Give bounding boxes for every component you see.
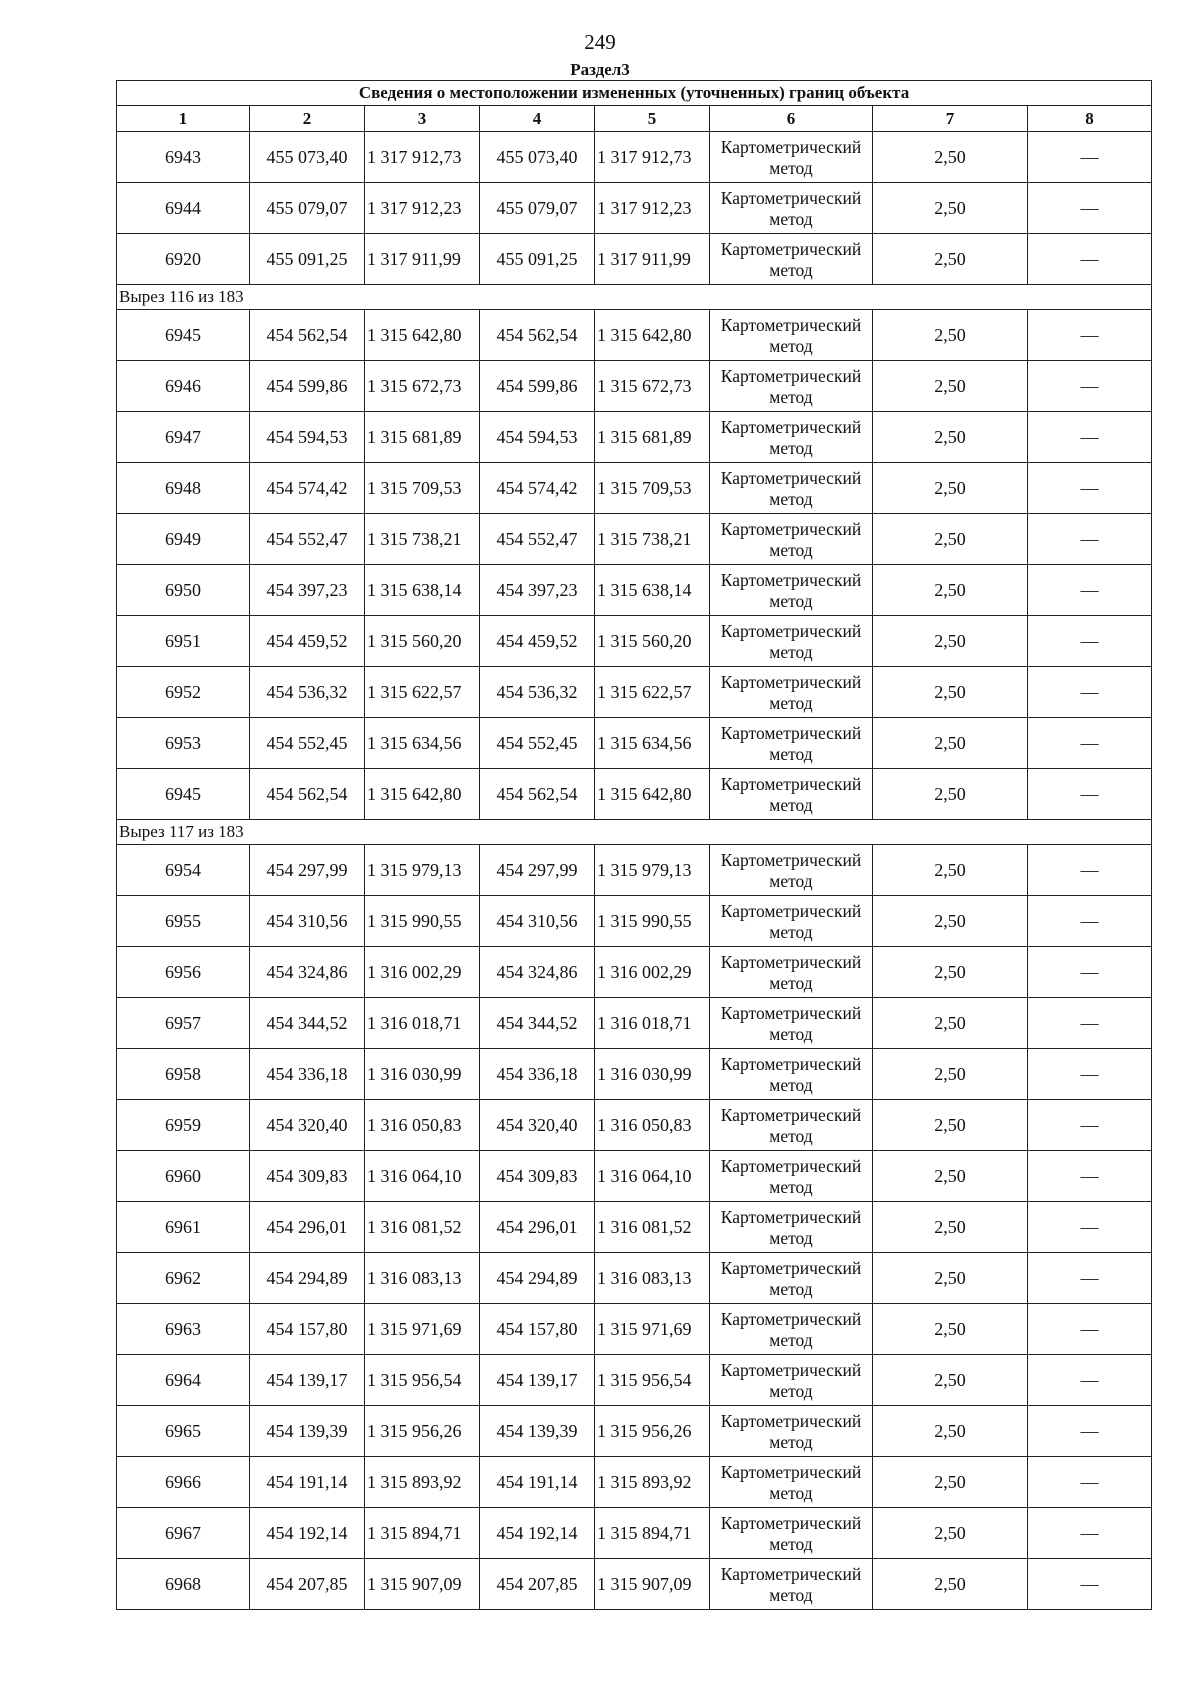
table-body xyxy=(117,81,1152,1610)
table-row xyxy=(117,1049,1152,1100)
note-cell: — xyxy=(1028,1151,1152,1202)
point-number-cell: 6962 xyxy=(117,1253,250,1304)
x-coordinate-new-cell: 454 397,23 xyxy=(480,565,595,616)
cut-label: Вырез 116 из 183 xyxy=(117,285,1152,310)
y-coordinate-existing-cell: 1 315 979,13 xyxy=(365,845,480,896)
method-cell: Картометрический метод xyxy=(710,1457,873,1508)
note-cell: — xyxy=(1028,769,1152,820)
accuracy-cell: 2,50 xyxy=(873,947,1028,998)
note-cell: — xyxy=(1028,234,1152,285)
y-coordinate-new-cell: 1 315 560,20 xyxy=(595,616,710,667)
x-coordinate-new-cell: 454 192,14 xyxy=(480,1508,595,1559)
x-coordinate-existing-cell: 454 324,86 xyxy=(250,947,365,998)
note-cell: — xyxy=(1028,565,1152,616)
x-coordinate-existing-cell: 454 562,54 xyxy=(250,769,365,820)
method-cell: Картометрический метод xyxy=(710,947,873,998)
point-number-cell: 6954 xyxy=(117,845,250,896)
x-coordinate-new-cell: 454 297,99 xyxy=(480,845,595,896)
x-coordinate-new-cell: 454 207,85 xyxy=(480,1559,595,1610)
y-coordinate-existing-cell: 1 317 912,23 xyxy=(365,183,480,234)
note-cell: — xyxy=(1028,1406,1152,1457)
accuracy-cell: 2,50 xyxy=(873,1457,1028,1508)
method-cell: Картометрический метод xyxy=(710,667,873,718)
x-coordinate-existing-cell: 454 191,14 xyxy=(250,1457,365,1508)
column-number: 2 xyxy=(250,106,365,132)
table-row xyxy=(117,1457,1152,1508)
note-cell: — xyxy=(1028,667,1152,718)
method-cell: Картометрический метод xyxy=(710,1355,873,1406)
y-coordinate-existing-cell: 1 315 709,53 xyxy=(365,463,480,514)
section-title: Раздел3 xyxy=(570,60,630,79)
accuracy-cell: 2,50 xyxy=(873,718,1028,769)
note-cell: — xyxy=(1028,310,1152,361)
note-cell: — xyxy=(1028,947,1152,998)
table-row xyxy=(117,845,1152,896)
x-coordinate-new-cell: 454 599,86 xyxy=(480,361,595,412)
point-number-cell: 6947 xyxy=(117,412,250,463)
table-row xyxy=(117,361,1152,412)
accuracy-cell: 2,50 xyxy=(873,1253,1028,1304)
note-cell: — xyxy=(1028,1355,1152,1406)
y-coordinate-existing-cell: 1 315 642,80 xyxy=(365,769,480,820)
method-cell: Картометрический метод xyxy=(710,896,873,947)
x-coordinate-existing-cell: 454 139,39 xyxy=(250,1406,365,1457)
point-number-cell: 6955 xyxy=(117,896,250,947)
table-row xyxy=(117,1151,1152,1202)
table-row xyxy=(117,1304,1152,1355)
point-number-cell: 6951 xyxy=(117,616,250,667)
point-number-cell: 6968 xyxy=(117,1559,250,1610)
point-number-cell: 6946 xyxy=(117,361,250,412)
y-coordinate-existing-cell: 1 315 738,21 xyxy=(365,514,480,565)
method-cell: Картометрический метод xyxy=(710,1508,873,1559)
x-coordinate-existing-cell: 454 397,23 xyxy=(250,565,365,616)
y-coordinate-existing-cell: 1 315 560,20 xyxy=(365,616,480,667)
note-cell: — xyxy=(1028,132,1152,183)
point-number-cell: 6964 xyxy=(117,1355,250,1406)
x-coordinate-existing-cell: 454 599,86 xyxy=(250,361,365,412)
x-coordinate-existing-cell: 454 536,32 xyxy=(250,667,365,718)
y-coordinate-existing-cell: 1 315 638,14 xyxy=(365,565,480,616)
point-number-cell: 6945 xyxy=(117,769,250,820)
y-coordinate-new-cell: 1 317 912,23 xyxy=(595,183,710,234)
note-cell: — xyxy=(1028,361,1152,412)
method-cell: Картометрический метод xyxy=(710,412,873,463)
method-cell: Картометрический метод xyxy=(710,616,873,667)
method-cell: Картометрический метод xyxy=(710,234,873,285)
y-coordinate-existing-cell: 1 315 622,57 xyxy=(365,667,480,718)
table-row xyxy=(117,234,1152,285)
table-row xyxy=(117,616,1152,667)
x-coordinate-existing-cell: 454 459,52 xyxy=(250,616,365,667)
note-cell: — xyxy=(1028,718,1152,769)
note-cell: — xyxy=(1028,896,1152,947)
y-coordinate-existing-cell: 1 315 907,09 xyxy=(365,1559,480,1610)
x-coordinate-existing-cell: 454 594,53 xyxy=(250,412,365,463)
x-coordinate-new-cell: 454 574,42 xyxy=(480,463,595,514)
note-cell: — xyxy=(1028,412,1152,463)
y-coordinate-new-cell: 1 316 081,52 xyxy=(595,1202,710,1253)
cut-label-row xyxy=(117,285,1152,310)
point-number-cell: 6944 xyxy=(117,183,250,234)
note-cell: — xyxy=(1028,1457,1152,1508)
y-coordinate-existing-cell: 1 316 018,71 xyxy=(365,998,480,1049)
x-coordinate-existing-cell: 454 139,17 xyxy=(250,1355,365,1406)
column-number: 3 xyxy=(365,106,480,132)
x-coordinate-new-cell: 454 536,32 xyxy=(480,667,595,718)
y-coordinate-new-cell: 1 316 018,71 xyxy=(595,998,710,1049)
y-coordinate-new-cell: 1 315 642,80 xyxy=(595,769,710,820)
point-number-cell: 6948 xyxy=(117,463,250,514)
method-cell: Картометрический метод xyxy=(710,1100,873,1151)
x-coordinate-new-cell: 454 594,53 xyxy=(480,412,595,463)
table-row xyxy=(117,667,1152,718)
y-coordinate-new-cell: 1 316 030,99 xyxy=(595,1049,710,1100)
y-coordinate-new-cell: 1 315 907,09 xyxy=(595,1559,710,1610)
table-row xyxy=(117,1253,1152,1304)
y-coordinate-new-cell: 1 315 642,80 xyxy=(595,310,710,361)
table-row xyxy=(117,183,1152,234)
x-coordinate-existing-cell: 454 297,99 xyxy=(250,845,365,896)
method-cell: Картометрический метод xyxy=(710,514,873,565)
column-number: 1 xyxy=(117,106,250,132)
x-coordinate-existing-cell: 454 157,80 xyxy=(250,1304,365,1355)
x-coordinate-new-cell: 454 157,80 xyxy=(480,1304,595,1355)
note-cell: — xyxy=(1028,616,1152,667)
x-coordinate-new-cell: 454 344,52 xyxy=(480,998,595,1049)
x-coordinate-new-cell: 454 562,54 xyxy=(480,310,595,361)
x-coordinate-existing-cell: 455 091,25 xyxy=(250,234,365,285)
y-coordinate-existing-cell: 1 315 681,89 xyxy=(365,412,480,463)
y-coordinate-existing-cell: 1 315 894,71 xyxy=(365,1508,480,1559)
x-coordinate-existing-cell: 454 207,85 xyxy=(250,1559,365,1610)
table-row xyxy=(117,1202,1152,1253)
method-cell: Картометрический метод xyxy=(710,845,873,896)
y-coordinate-new-cell: 1 315 672,73 xyxy=(595,361,710,412)
method-cell: Картометрический метод xyxy=(710,1049,873,1100)
x-coordinate-new-cell: 455 091,25 xyxy=(480,234,595,285)
accuracy-cell: 2,50 xyxy=(873,412,1028,463)
y-coordinate-new-cell: 1 317 911,99 xyxy=(595,234,710,285)
point-number-cell: 6959 xyxy=(117,1100,250,1151)
point-number-cell: 6960 xyxy=(117,1151,250,1202)
x-coordinate-new-cell: 454 324,86 xyxy=(480,947,595,998)
y-coordinate-existing-cell: 1 316 081,52 xyxy=(365,1202,480,1253)
accuracy-cell: 2,50 xyxy=(873,769,1028,820)
accuracy-cell: 2,50 xyxy=(873,1202,1028,1253)
y-coordinate-existing-cell: 1 316 064,10 xyxy=(365,1151,480,1202)
x-coordinate-existing-cell: 454 296,01 xyxy=(250,1202,365,1253)
table-row xyxy=(117,998,1152,1049)
point-number-cell: 6963 xyxy=(117,1304,250,1355)
method-cell: Картометрический метод xyxy=(710,463,873,514)
y-coordinate-existing-cell: 1 317 911,99 xyxy=(365,234,480,285)
note-cell: — xyxy=(1028,1304,1152,1355)
x-coordinate-existing-cell: 455 073,40 xyxy=(250,132,365,183)
point-number-cell: 6967 xyxy=(117,1508,250,1559)
x-coordinate-new-cell: 454 336,18 xyxy=(480,1049,595,1100)
y-coordinate-existing-cell: 1 316 083,13 xyxy=(365,1253,480,1304)
note-cell: — xyxy=(1028,1253,1152,1304)
x-coordinate-new-cell: 454 139,17 xyxy=(480,1355,595,1406)
table-row xyxy=(117,132,1152,183)
note-cell: — xyxy=(1028,1508,1152,1559)
x-coordinate-new-cell: 454 294,89 xyxy=(480,1253,595,1304)
x-coordinate-existing-cell: 454 552,47 xyxy=(250,514,365,565)
y-coordinate-existing-cell: 1 316 030,99 xyxy=(365,1049,480,1100)
accuracy-cell: 2,50 xyxy=(873,234,1028,285)
column-number: 6 xyxy=(710,106,873,132)
x-coordinate-new-cell: 454 552,47 xyxy=(480,514,595,565)
note-cell: — xyxy=(1028,998,1152,1049)
accuracy-cell: 2,50 xyxy=(873,1151,1028,1202)
column-number: 5 xyxy=(595,106,710,132)
accuracy-cell: 2,50 xyxy=(873,183,1028,234)
method-cell: Картометрический метод xyxy=(710,361,873,412)
table-row xyxy=(117,565,1152,616)
table-caption: Сведения о местоположении измененных (уточненных) границ объекта xyxy=(117,81,1152,106)
accuracy-cell: 2,50 xyxy=(873,1304,1028,1355)
x-coordinate-new-cell: 454 139,39 xyxy=(480,1406,595,1457)
x-coordinate-new-cell: 454 552,45 xyxy=(480,718,595,769)
y-coordinate-new-cell: 1 315 893,92 xyxy=(595,1457,710,1508)
column-number-row xyxy=(117,106,1152,132)
accuracy-cell: 2,50 xyxy=(873,1100,1028,1151)
x-coordinate-existing-cell: 454 574,42 xyxy=(250,463,365,514)
y-coordinate-new-cell: 1 315 709,53 xyxy=(595,463,710,514)
y-coordinate-new-cell: 1 315 990,55 xyxy=(595,896,710,947)
point-number-cell: 6957 xyxy=(117,998,250,1049)
x-coordinate-existing-cell: 454 310,56 xyxy=(250,896,365,947)
x-coordinate-existing-cell: 454 320,40 xyxy=(250,1100,365,1151)
accuracy-cell: 2,50 xyxy=(873,463,1028,514)
x-coordinate-new-cell: 455 079,07 xyxy=(480,183,595,234)
y-coordinate-new-cell: 1 315 634,56 xyxy=(595,718,710,769)
method-cell: Картометрический метод xyxy=(710,1202,873,1253)
x-coordinate-existing-cell: 454 294,89 xyxy=(250,1253,365,1304)
method-cell: Картометрический метод xyxy=(710,1304,873,1355)
y-coordinate-existing-cell: 1 315 893,92 xyxy=(365,1457,480,1508)
note-cell: — xyxy=(1028,514,1152,565)
y-coordinate-existing-cell: 1 316 002,29 xyxy=(365,947,480,998)
y-coordinate-new-cell: 1 315 622,57 xyxy=(595,667,710,718)
accuracy-cell: 2,50 xyxy=(873,667,1028,718)
table-row xyxy=(117,947,1152,998)
accuracy-cell: 2,50 xyxy=(873,616,1028,667)
method-cell: Картометрический метод xyxy=(710,998,873,1049)
table-row xyxy=(117,896,1152,947)
method-cell: Картометрический метод xyxy=(710,132,873,183)
accuracy-cell: 2,50 xyxy=(873,565,1028,616)
table-row xyxy=(117,1508,1152,1559)
point-number-cell: 6953 xyxy=(117,718,250,769)
point-number-cell: 6952 xyxy=(117,667,250,718)
x-coordinate-new-cell: 454 310,56 xyxy=(480,896,595,947)
method-cell: Картометрический метод xyxy=(710,1151,873,1202)
y-coordinate-new-cell: 1 316 083,13 xyxy=(595,1253,710,1304)
y-coordinate-existing-cell: 1 317 912,73 xyxy=(365,132,480,183)
accuracy-cell: 2,50 xyxy=(873,998,1028,1049)
table-row xyxy=(117,1406,1152,1457)
y-coordinate-new-cell: 1 315 956,54 xyxy=(595,1355,710,1406)
y-coordinate-new-cell: 1 315 979,13 xyxy=(595,845,710,896)
x-coordinate-existing-cell: 454 192,14 xyxy=(250,1508,365,1559)
y-coordinate-new-cell: 1 315 738,21 xyxy=(595,514,710,565)
y-coordinate-new-cell: 1 315 638,14 xyxy=(595,565,710,616)
accuracy-cell: 2,50 xyxy=(873,1559,1028,1610)
method-cell: Картометрический метод xyxy=(710,310,873,361)
x-coordinate-new-cell: 454 320,40 xyxy=(480,1100,595,1151)
x-coordinate-new-cell: 454 296,01 xyxy=(480,1202,595,1253)
method-cell: Картометрический метод xyxy=(710,1253,873,1304)
accuracy-cell: 2,50 xyxy=(873,1049,1028,1100)
method-cell: Картометрический метод xyxy=(710,718,873,769)
method-cell: Картометрический метод xyxy=(710,1559,873,1610)
y-coordinate-new-cell: 1 316 064,10 xyxy=(595,1151,710,1202)
table-row xyxy=(117,412,1152,463)
accuracy-cell: 2,50 xyxy=(873,1355,1028,1406)
table-row xyxy=(117,718,1152,769)
point-number-cell: 6956 xyxy=(117,947,250,998)
x-coordinate-existing-cell: 454 336,18 xyxy=(250,1049,365,1100)
accuracy-cell: 2,50 xyxy=(873,896,1028,947)
y-coordinate-new-cell: 1 315 956,26 xyxy=(595,1406,710,1457)
point-number-cell: 6943 xyxy=(117,132,250,183)
note-cell: — xyxy=(1028,845,1152,896)
table-row xyxy=(117,514,1152,565)
cut-label-row xyxy=(117,820,1152,845)
column-number: 7 xyxy=(873,106,1028,132)
point-number-cell: 6966 xyxy=(117,1457,250,1508)
x-coordinate-new-cell: 454 191,14 xyxy=(480,1457,595,1508)
y-coordinate-new-cell: 1 316 050,83 xyxy=(595,1100,710,1151)
y-coordinate-existing-cell: 1 315 672,73 xyxy=(365,361,480,412)
point-number-cell: 6958 xyxy=(117,1049,250,1100)
y-coordinate-existing-cell: 1 315 956,26 xyxy=(365,1406,480,1457)
accuracy-cell: 2,50 xyxy=(873,1406,1028,1457)
table-row xyxy=(117,769,1152,820)
x-coordinate-existing-cell: 455 079,07 xyxy=(250,183,365,234)
table-row xyxy=(117,1100,1152,1151)
method-cell: Картометрический метод xyxy=(710,565,873,616)
y-coordinate-existing-cell: 1 315 642,80 xyxy=(365,310,480,361)
table-row xyxy=(117,1355,1152,1406)
table-row xyxy=(117,1559,1152,1610)
column-number: 4 xyxy=(480,106,595,132)
y-coordinate-new-cell: 1 315 894,71 xyxy=(595,1508,710,1559)
column-number: 8 xyxy=(1028,106,1152,132)
y-coordinate-existing-cell: 1 316 050,83 xyxy=(365,1100,480,1151)
accuracy-cell: 2,50 xyxy=(873,514,1028,565)
cut-label: Вырез 117 из 183 xyxy=(117,820,1152,845)
page-number: 249 xyxy=(584,30,616,54)
x-coordinate-new-cell: 454 309,83 xyxy=(480,1151,595,1202)
note-cell: — xyxy=(1028,1100,1152,1151)
note-cell: — xyxy=(1028,1559,1152,1610)
x-coordinate-existing-cell: 454 552,45 xyxy=(250,718,365,769)
y-coordinate-existing-cell: 1 315 971,69 xyxy=(365,1304,480,1355)
table-row xyxy=(117,463,1152,514)
y-coordinate-new-cell: 1 316 002,29 xyxy=(595,947,710,998)
y-coordinate-new-cell: 1 317 912,73 xyxy=(595,132,710,183)
table-row xyxy=(117,310,1152,361)
accuracy-cell: 2,50 xyxy=(873,1508,1028,1559)
point-number-cell: 6950 xyxy=(117,565,250,616)
x-coordinate-existing-cell: 454 344,52 xyxy=(250,998,365,1049)
table-caption-row xyxy=(117,81,1152,106)
method-cell: Картометрический метод xyxy=(710,1406,873,1457)
accuracy-cell: 2,50 xyxy=(873,361,1028,412)
point-number-cell: 6949 xyxy=(117,514,250,565)
x-coordinate-existing-cell: 454 562,54 xyxy=(250,310,365,361)
point-number-cell: 6961 xyxy=(117,1202,250,1253)
point-number-cell: 6965 xyxy=(117,1406,250,1457)
x-coordinate-new-cell: 454 562,54 xyxy=(480,769,595,820)
method-cell: Картометрический метод xyxy=(710,769,873,820)
x-coordinate-existing-cell: 454 309,83 xyxy=(250,1151,365,1202)
point-number-cell: 6945 xyxy=(117,310,250,361)
accuracy-cell: 2,50 xyxy=(873,310,1028,361)
point-number-cell: 6920 xyxy=(117,234,250,285)
y-coordinate-new-cell: 1 315 971,69 xyxy=(595,1304,710,1355)
x-coordinate-new-cell: 455 073,40 xyxy=(480,132,595,183)
method-cell: Картометрический метод xyxy=(710,183,873,234)
accuracy-cell: 2,50 xyxy=(873,845,1028,896)
y-coordinate-existing-cell: 1 315 990,55 xyxy=(365,896,480,947)
note-cell: — xyxy=(1028,463,1152,514)
x-coordinate-new-cell: 454 459,52 xyxy=(480,616,595,667)
accuracy-cell: 2,50 xyxy=(873,132,1028,183)
note-cell: — xyxy=(1028,1202,1152,1253)
y-coordinate-existing-cell: 1 315 634,56 xyxy=(365,718,480,769)
y-coordinate-new-cell: 1 315 681,89 xyxy=(595,412,710,463)
boundary-coordinates-table xyxy=(116,80,1152,1610)
y-coordinate-existing-cell: 1 315 956,54 xyxy=(365,1355,480,1406)
note-cell: — xyxy=(1028,1049,1152,1100)
note-cell: — xyxy=(1028,183,1152,234)
